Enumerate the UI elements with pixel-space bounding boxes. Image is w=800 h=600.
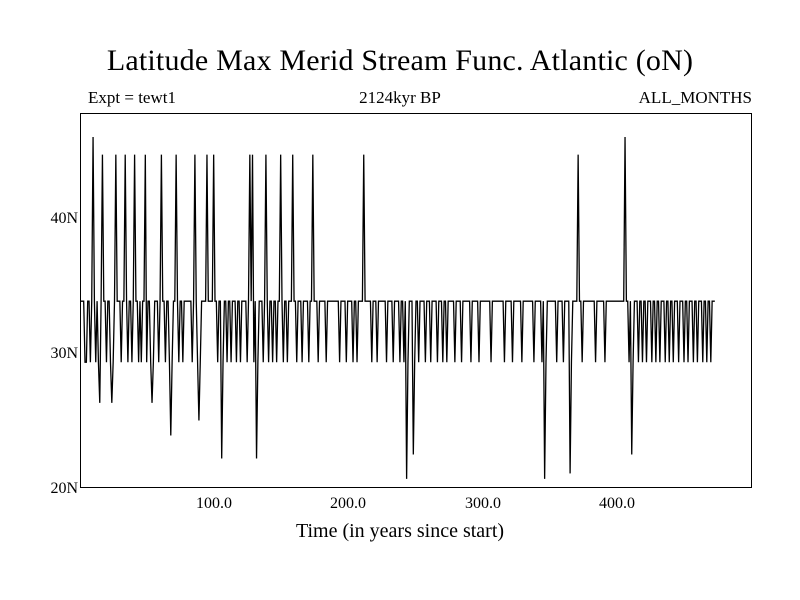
experiment-label: Expt = tewt1 <box>88 88 176 107</box>
months-label: ALL_MONTHS <box>638 88 752 107</box>
x-axis-tick-label: 300.0 <box>465 495 501 512</box>
data-line-plot <box>81 114 751 487</box>
plot-area <box>80 113 752 488</box>
time-period-label: 2124kyr BP <box>359 88 441 107</box>
page-title: Latitude Max Merid Stream Func. Atlantic (oN) <box>106 44 694 77</box>
y-axis-tick-label: 20N <box>50 480 78 497</box>
y-axis-tick-label: 40N <box>50 210 78 227</box>
x-axis-title: Time (in years since start) <box>295 520 505 542</box>
x-axis-tick-label: 100.0 <box>196 495 232 512</box>
x-axis-tick-label: 400.0 <box>599 495 635 512</box>
x-axis-tick-label: 200.0 <box>330 495 366 512</box>
y-axis-tick-label: 30N <box>50 345 78 362</box>
